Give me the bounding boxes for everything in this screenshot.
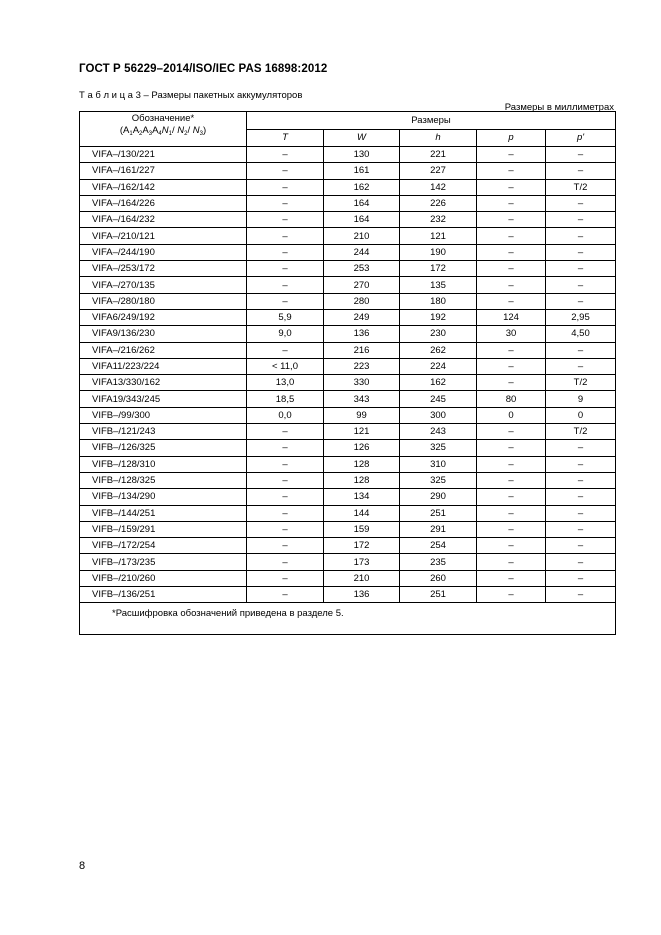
table-row (80, 228, 616, 244)
cell-p: – (477, 163, 546, 179)
cell-p-prime: – (546, 505, 616, 521)
cell-h: 232 (400, 212, 477, 228)
cell-h: 325 (400, 440, 477, 456)
cell-T: – (247, 554, 324, 570)
cell-T: – (247, 179, 324, 195)
cell-h: 142 (400, 179, 477, 195)
table-row (80, 570, 616, 586)
table-row (80, 244, 616, 260)
table-row (80, 293, 616, 309)
cell-p: – (477, 538, 546, 554)
cell-T: – (247, 147, 324, 163)
cell-designation: VIFB–/136/251 (80, 587, 247, 603)
cell-W: 130 (324, 147, 400, 163)
cell-designation: VIFB–/128/310 (80, 456, 247, 472)
cell-designation: VIFB–/126/325 (80, 440, 247, 456)
table-row (80, 440, 616, 456)
cell-h: 251 (400, 587, 477, 603)
cell-h: 254 (400, 538, 477, 554)
cell-p: – (477, 147, 546, 163)
cell-designation: VIFA9/136/230 (80, 326, 247, 342)
cell-h: 325 (400, 472, 477, 488)
cell-p-prime: – (546, 456, 616, 472)
cell-T: < 11,0 (247, 358, 324, 374)
cell-designation: VIFB–/121/243 (80, 424, 247, 440)
cell-p-prime: – (546, 538, 616, 554)
cell-W: 128 (324, 456, 400, 472)
cell-W: 280 (324, 293, 400, 309)
cell-designation: VIFA–/244/190 (80, 244, 247, 260)
cell-h: 226 (400, 195, 477, 211)
sizes-header: Размеры (247, 112, 616, 130)
table-row (80, 212, 616, 228)
table-row (80, 424, 616, 440)
cell-T: – (247, 293, 324, 309)
cell-designation: VIFB–/159/291 (80, 521, 247, 537)
cell-h: 235 (400, 554, 477, 570)
cell-p-prime: T/2 (546, 424, 616, 440)
table-row (80, 277, 616, 293)
cell-p-prime: – (546, 163, 616, 179)
cell-W: 144 (324, 505, 400, 521)
table-row (80, 554, 616, 570)
cell-p: – (477, 505, 546, 521)
cell-p: – (477, 375, 546, 391)
cell-p: – (477, 570, 546, 586)
cell-W: 172 (324, 538, 400, 554)
cell-designation: VIFA–/253/172 (80, 261, 247, 277)
cell-designation: VIFA–/216/262 (80, 342, 247, 358)
table-row (80, 342, 616, 358)
cell-designation: VIFB–/128/325 (80, 472, 247, 488)
cell-T: – (247, 277, 324, 293)
cell-designation: VIFA–/161/227 (80, 163, 247, 179)
cell-h: 227 (400, 163, 477, 179)
cell-W: 244 (324, 244, 400, 260)
cell-T: 0,0 (247, 407, 324, 423)
cell-p-prime: – (546, 521, 616, 537)
cell-p: – (477, 261, 546, 277)
cell-designation: VIFA–/130/221 (80, 147, 247, 163)
cell-p: 80 (477, 391, 546, 407)
cell-h: 310 (400, 456, 477, 472)
cell-h: 180 (400, 293, 477, 309)
cell-T: – (247, 424, 324, 440)
cell-W: 210 (324, 570, 400, 586)
table-row (80, 538, 616, 554)
cell-p-prime: – (546, 293, 616, 309)
cell-p-prime: – (546, 147, 616, 163)
cell-p: – (477, 358, 546, 374)
cell-h: 172 (400, 261, 477, 277)
cell-designation: VIFA–/164/226 (80, 195, 247, 211)
cell-W: 253 (324, 261, 400, 277)
cell-T: – (247, 342, 324, 358)
cell-h: 135 (400, 277, 477, 293)
cell-W: 223 (324, 358, 400, 374)
cell-designation: VIFB–/99/300 (80, 407, 247, 423)
cell-p-prime: 4,50 (546, 326, 616, 342)
cell-p-prime: – (546, 342, 616, 358)
cell-T: – (247, 472, 324, 488)
cell-W: 134 (324, 489, 400, 505)
cell-h: 291 (400, 521, 477, 537)
cell-T: – (247, 587, 324, 603)
cell-T: – (247, 163, 324, 179)
cell-T: – (247, 521, 324, 537)
cell-h: 300 (400, 407, 477, 423)
cell-designation: VIFA11/223/224 (80, 358, 247, 374)
cell-p-prime: 2,95 (546, 309, 616, 325)
cell-designation: VIFA13/330/162 (80, 375, 247, 391)
cell-T: 9,0 (247, 326, 324, 342)
cell-p: – (477, 424, 546, 440)
cell-W: 121 (324, 424, 400, 440)
cell-W: 128 (324, 472, 400, 488)
designation-header-label: Обозначение* (131, 113, 195, 124)
cell-designation: VIFB–/210/260 (80, 570, 247, 586)
cell-p-prime: – (546, 358, 616, 374)
cell-T: – (247, 505, 324, 521)
cell-T: – (247, 261, 324, 277)
table-row (80, 521, 616, 537)
cell-W: 162 (324, 179, 400, 195)
table-row (80, 489, 616, 505)
cell-p: – (477, 212, 546, 228)
cell-h: 260 (400, 570, 477, 586)
cell-designation: VIFA–/210/121 (80, 228, 247, 244)
table-row (80, 505, 616, 521)
cell-p: – (477, 228, 546, 244)
col-header-T: T (247, 129, 324, 147)
cell-designation: VIFA–/280/180 (80, 293, 247, 309)
cell-W: 216 (324, 342, 400, 358)
cell-W: 330 (324, 375, 400, 391)
cell-h: 251 (400, 505, 477, 521)
cell-p-prime: – (546, 195, 616, 211)
cell-h: 245 (400, 391, 477, 407)
cell-W: 99 (324, 407, 400, 423)
cell-p-prime: – (546, 277, 616, 293)
designation-formula: ($A_1A_2A_3A_4N_1/$ $N_2/$ $N_3$) (119, 125, 207, 137)
cell-T: – (247, 489, 324, 505)
cell-designation: VIFB–/134/290 (80, 489, 247, 505)
cell-p-prime: – (546, 554, 616, 570)
cell-p: – (477, 456, 546, 472)
cell-W: 164 (324, 195, 400, 211)
cell-W: 159 (324, 521, 400, 537)
cell-p-prime: – (546, 440, 616, 456)
cell-p: – (477, 587, 546, 603)
cell-p-prime: T/2 (546, 179, 616, 195)
cell-h: 224 (400, 358, 477, 374)
cell-h: 221 (400, 147, 477, 163)
cell-designation: VIFA19/343/245 (80, 391, 247, 407)
col-header-p-prime: p' (546, 129, 616, 147)
table-row (80, 358, 616, 374)
table-row (80, 195, 616, 211)
cell-designation: VIFA–/164/232 (80, 212, 247, 228)
cell-T: – (247, 456, 324, 472)
cell-p: 124 (477, 309, 546, 325)
col-header-W: W (324, 129, 400, 147)
table-body (80, 147, 616, 603)
table-row (80, 179, 616, 195)
cell-T: – (247, 228, 324, 244)
cell-W: 161 (324, 163, 400, 179)
cell-T: – (247, 570, 324, 586)
cell-p: – (477, 472, 546, 488)
units-note: Размеры в миллиметрах (504, 102, 614, 113)
table-row (80, 163, 616, 179)
cell-p: – (477, 195, 546, 211)
cell-p: – (477, 342, 546, 358)
cell-h: 121 (400, 228, 477, 244)
cell-T: – (247, 538, 324, 554)
cell-W: 210 (324, 228, 400, 244)
cell-p: – (477, 244, 546, 260)
cell-p-prime: – (546, 570, 616, 586)
cell-p-prime: – (546, 472, 616, 488)
cell-p-prime: – (546, 587, 616, 603)
cell-p: – (477, 521, 546, 537)
cell-T: 5,9 (247, 309, 324, 325)
cell-h: 162 (400, 375, 477, 391)
page-number: 8 (79, 860, 86, 872)
cell-W: 249 (324, 309, 400, 325)
table-row (80, 391, 616, 407)
cell-p: – (477, 554, 546, 570)
col-header-p: p (477, 129, 546, 147)
cell-W: 136 (324, 326, 400, 342)
col-header-h: h (400, 129, 477, 147)
cell-h: 262 (400, 342, 477, 358)
cell-h: 190 (400, 244, 477, 260)
cell-p-prime: – (546, 489, 616, 505)
cell-W: 343 (324, 391, 400, 407)
cell-W: 164 (324, 212, 400, 228)
table-row (80, 456, 616, 472)
cell-T: – (247, 440, 324, 456)
table-row (80, 261, 616, 277)
cell-W: 126 (324, 440, 400, 456)
cell-designation: VIFB–/144/251 (80, 505, 247, 521)
cell-p: – (477, 440, 546, 456)
table-row (80, 147, 616, 163)
cell-p: – (477, 179, 546, 195)
cell-T: – (247, 212, 324, 228)
cell-designation: VIFA–/270/135 (80, 277, 247, 293)
table-row (80, 587, 616, 603)
cell-T: – (247, 195, 324, 211)
cell-p-prime: – (546, 212, 616, 228)
table-row (80, 309, 616, 325)
cell-W: 270 (324, 277, 400, 293)
cell-T: 13,0 (247, 375, 324, 391)
table-row (80, 326, 616, 342)
cell-p-prime: T/2 (546, 375, 616, 391)
cell-p-prime: – (546, 228, 616, 244)
designation-header (80, 112, 247, 147)
cell-h: 290 (400, 489, 477, 505)
cell-p-prime: 0 (546, 407, 616, 423)
cell-p: 30 (477, 326, 546, 342)
cell-p: – (477, 489, 546, 505)
table-header-row (80, 112, 616, 130)
cell-T: 18,5 (247, 391, 324, 407)
cell-T: – (247, 244, 324, 260)
cell-designation: VIFA–/162/142 (80, 179, 247, 195)
cell-designation: VIFA6/249/192 (80, 309, 247, 325)
cell-p: – (477, 293, 546, 309)
cell-h: 230 (400, 326, 477, 342)
cell-designation: VIFB–/173/235 (80, 554, 247, 570)
table-row (80, 375, 616, 391)
cell-p-prime: – (546, 261, 616, 277)
table-row (80, 472, 616, 488)
table-footnote: *Расшифровка обозначений приведена в разделе 5. (80, 603, 616, 635)
cell-p: – (477, 277, 546, 293)
document-header: ГОСТ Р 56229–2014/ISO/IEC PAS 16898:2012 (79, 63, 328, 75)
battery-dimensions-table (79, 111, 616, 635)
table-row (80, 407, 616, 423)
cell-p-prime: – (546, 244, 616, 260)
cell-p-prime: 9 (546, 391, 616, 407)
table-caption: Т а б л и ц а 3 – Размеры пакетных аккумуляторов (79, 90, 303, 101)
cell-h: 243 (400, 424, 477, 440)
cell-W: 173 (324, 554, 400, 570)
cell-W: 136 (324, 587, 400, 603)
cell-h: 192 (400, 309, 477, 325)
cell-designation: VIFB–/172/254 (80, 538, 247, 554)
cell-p: 0 (477, 407, 546, 423)
footnote-row (80, 603, 616, 635)
